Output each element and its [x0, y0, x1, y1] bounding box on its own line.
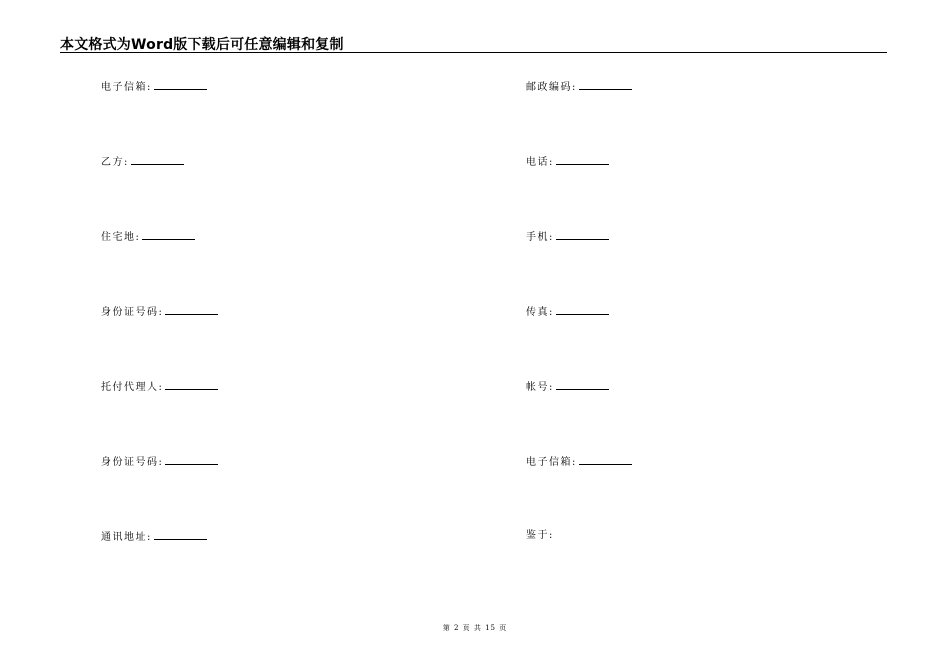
header-rule — [60, 52, 887, 53]
fill-blank — [556, 380, 609, 390]
field-label: 身份证号码: — [101, 307, 164, 318]
field-residence — [101, 230, 195, 244]
field-account — [526, 380, 609, 394]
fill-blank — [165, 305, 218, 315]
field-label: 住宅地: — [101, 232, 141, 243]
fill-blank — [579, 455, 632, 465]
fill-blank — [556, 230, 609, 240]
field-agent — [101, 380, 218, 394]
fill-blank — [165, 455, 218, 465]
fill-blank — [579, 80, 632, 90]
field-party-b — [101, 155, 184, 169]
field-label: 电子信箱: — [526, 457, 577, 468]
field-id-number — [101, 305, 218, 319]
field-label: 手机: — [526, 232, 554, 243]
field-label: 邮政编码: — [526, 82, 577, 93]
field-label: 通讯地址: — [101, 532, 152, 543]
field-postal-code — [526, 80, 632, 94]
field-mobile — [526, 230, 609, 244]
field-email-left — [101, 80, 207, 94]
field-label: 鉴于: — [526, 530, 554, 541]
fill-blank — [154, 530, 207, 540]
field-label: 传真: — [526, 307, 554, 318]
field-label: 帐号: — [526, 382, 554, 393]
field-agent-id-number — [101, 455, 218, 469]
field-phone — [526, 155, 609, 169]
page-number: 第 2 页 共 15 页 — [442, 624, 508, 632]
field-label: 身份证号码: — [101, 457, 164, 468]
fill-blank — [165, 380, 218, 390]
document-header-title: 本文格式为Word版下载后可任意编辑和复制 — [60, 37, 344, 53]
field-mailing-address — [101, 530, 207, 544]
fill-blank — [556, 155, 609, 165]
field-label: 乙方: — [101, 157, 129, 168]
field-label: 电话: — [526, 157, 554, 168]
field-email-right — [526, 455, 632, 469]
fill-blank — [154, 80, 207, 90]
field-label: 电子信箱: — [101, 82, 152, 93]
field-fax — [526, 305, 609, 319]
fill-blank — [142, 230, 195, 240]
fill-blank — [556, 305, 609, 315]
fill-blank — [131, 155, 184, 165]
field-label: 托付代理人: — [101, 382, 164, 393]
field-whereas — [526, 530, 554, 542]
